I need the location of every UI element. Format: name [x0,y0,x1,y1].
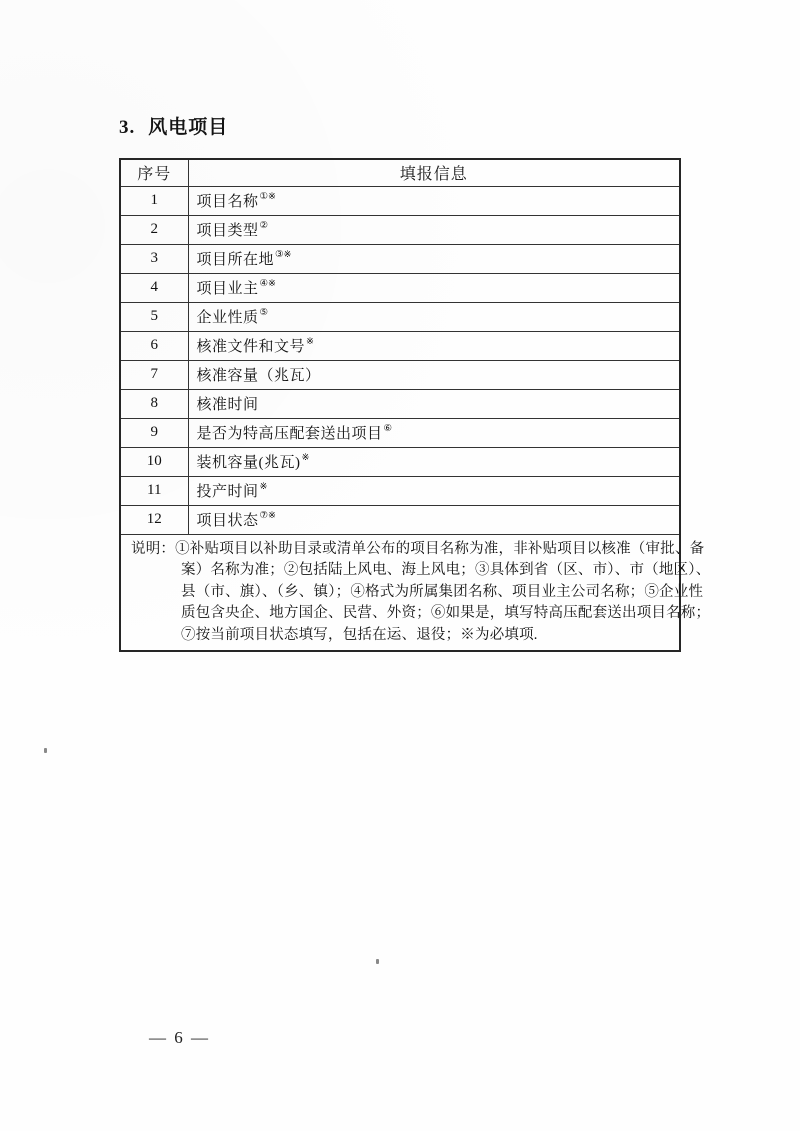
note-line: 县（市、旗）、（乡、镇）；④格式为所属集团名称、项目业主公司名称；⑤企业性 [181,583,704,600]
note-line: 说明：①补贴项目以补助目录或清单公布的项目名称为准，非补贴项目以核准（审批、备 [131,540,705,557]
row-field-label: 核准时间 [188,389,680,418]
notes-row [120,534,680,651]
row-footnote-marker: ⑥ [383,424,393,434]
row-field-label: 项目名称①※ [188,186,680,215]
row-footnote-marker: ※ [306,337,314,347]
row-index: 5 [120,302,188,331]
section-title-text: 风电项目 [148,117,229,138]
table-row [120,447,680,476]
note-line: ⑦按当前项目状态填写，包括在运、退役；※为必填项. [181,626,538,643]
row-field-label: 项目业主④※ [188,273,680,302]
row-index: 7 [120,360,188,389]
row-field-label: 核准文件和文号※ [188,331,680,360]
table-row [120,186,680,215]
note-line: 质包含央企、地方国企、民营、外资；⑥如果是，填写特高压配套送出项目名称； [181,605,711,621]
table-footer [120,534,711,651]
row-index: 3 [120,244,188,273]
scan-speck-icon [376,959,379,964]
row-field-label: 装机容量(兆瓦)※ [188,447,680,476]
row-footnote-marker: ④※ [259,279,276,289]
table-row [120,302,680,331]
table-header [120,159,680,186]
table-header-row [120,159,680,186]
row-footnote-marker: ⑤ [259,308,269,318]
row-index: 8 [120,389,188,418]
note-line: 案）名称为准；②包括陆上风电、海上风电；③具体到省（区、市）、市（地区）、 [181,562,711,578]
row-footnote-marker: ①※ [259,192,276,202]
row-field-label: 项目所在地③※ [188,244,680,273]
table-row [120,215,680,244]
row-field-label: 核准容量（兆瓦） [188,360,680,389]
section-title [119,112,228,139]
table-body [120,186,680,534]
scan-speck-icon [44,748,47,753]
row-field-label: 企业性质⑤ [188,302,680,331]
row-index: 9 [120,418,188,447]
row-index: 10 [120,447,188,476]
row-footnote-marker: ③※ [275,250,292,260]
table-row [120,244,680,273]
row-footnote-marker: ② [259,221,269,231]
row-footnote-marker: ⑦※ [259,511,276,521]
table-row [120,331,680,360]
report-info-table [119,158,711,652]
page-number: — 6 — [149,1028,210,1047]
column-header-info: 填报信息 [188,159,680,186]
row-index: 6 [120,331,188,360]
row-footnote-marker: ※ [301,453,310,463]
column-header-index: 序号 [120,159,188,186]
row-footnote-marker: ※ [259,482,268,492]
table-row [120,505,680,534]
row-index: 2 [120,215,188,244]
row-field-label: 项目类型② [188,215,680,244]
row-field-label: 投产时间※ [188,476,680,505]
table-row [120,389,680,418]
row-field-label: 项目状态⑦※ [188,505,680,534]
table-row [120,476,680,505]
table-row [120,418,680,447]
table-row [120,360,680,389]
row-index: 12 [120,505,188,534]
table-row [120,273,680,302]
row-index: 1 [120,186,188,215]
section-number: 3. [119,117,136,138]
notes-cell [120,534,711,651]
row-index: 11 [120,476,188,505]
row-field-label: 是否为特高压配套送出项目⑥ [188,418,680,447]
row-index: 4 [120,273,188,302]
